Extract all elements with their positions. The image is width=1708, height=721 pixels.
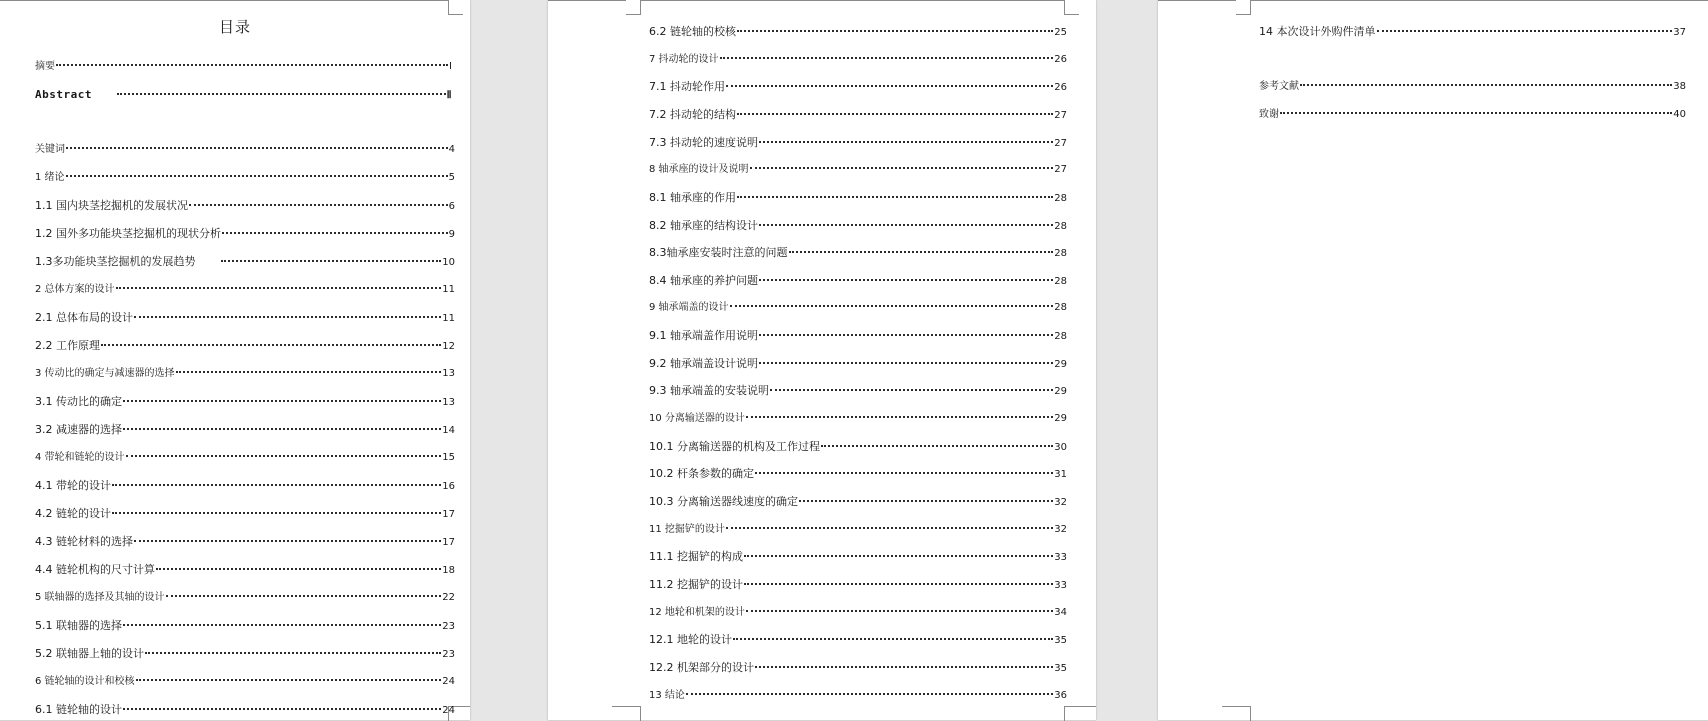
toc-entry[interactable] [649, 219, 1067, 234]
toc-entry[interactable] [35, 143, 455, 157]
dot-leader [737, 196, 1053, 198]
document-page-3 [1158, 0, 1708, 720]
toc-entry[interactable] [649, 246, 1067, 261]
toc-entry-label: 7.2 抖动轮的结构 [649, 108, 736, 121]
toc-entry[interactable] [1259, 25, 1686, 40]
dot-leader [123, 400, 441, 402]
dot-leader [755, 666, 1053, 668]
dot-leader [66, 147, 448, 149]
toc-entry-page: 35 [1054, 635, 1067, 646]
toc-entry-label: 7 抖动轮的设计 [649, 54, 719, 65]
toc-entry-label: 3.1 传动比的确定 [35, 395, 122, 408]
toc-entry-label: 3 传动比的确定与减速器的选择 [35, 368, 175, 379]
toc-entry[interactable] [649, 384, 1067, 399]
dot-leader [136, 679, 442, 681]
toc-entry[interactable] [649, 108, 1067, 123]
dot-leader [799, 500, 1053, 502]
toc-entry-page: 26 [1054, 54, 1067, 65]
toc-entry-page: 14 [442, 425, 455, 436]
toc-entry-page: 27 [1054, 138, 1067, 149]
toc-entry[interactable] [649, 412, 1067, 426]
toc-entry-page: 29 [1054, 413, 1067, 424]
toc-entry[interactable] [649, 25, 1067, 40]
toc-entry-label: 5 联轴器的选择及其轴的设计 [35, 592, 165, 603]
dot-leader [134, 540, 441, 542]
toc-entry-page: 11 [442, 284, 455, 295]
toc-entry-page: 28 [1054, 331, 1067, 342]
dot-leader [744, 583, 1053, 585]
dot-leader [759, 362, 1053, 364]
toc-entry[interactable] [35, 451, 455, 465]
dot-leader [733, 638, 1053, 640]
toc-entry-page: 23 [442, 621, 455, 632]
toc-entry-label: 参考文献 [1259, 81, 1299, 92]
dot-leader [101, 344, 441, 346]
toc-entry-page: 29 [1054, 359, 1067, 370]
toc-entry-label: 12.1 地轮的设计 [649, 633, 732, 646]
dot-leader [123, 428, 441, 430]
toc-entry-label: 13 结论 [649, 690, 685, 701]
toc-entry-page: 33 [1054, 580, 1067, 591]
dot-leader [726, 85, 1053, 87]
dot-leader [176, 371, 442, 373]
toc-entry-page: 11 [442, 313, 455, 324]
dot-leader [737, 30, 1053, 32]
dot-leader [746, 416, 1053, 418]
toc-entry-label: 7.3 抖动轮的速度说明 [649, 136, 758, 149]
toc-entry-page: 18 [442, 565, 455, 576]
dot-leader [156, 568, 441, 570]
toc-entry[interactable] [35, 619, 455, 634]
toc-entry-label: 5.2 联轴器上轴的设计 [35, 647, 144, 660]
toc-entry-label: 2.2 工作原理 [35, 339, 100, 352]
toc-entry[interactable] [649, 689, 1067, 703]
toc-entry-page: 12 [442, 341, 455, 352]
dot-leader [222, 232, 448, 234]
toc-entry-label: 1.1 国内块茎挖掘机的发展状况 [35, 199, 188, 212]
toc-entry-page: 31 [1054, 469, 1067, 480]
toc-entry-page: 28 [1054, 302, 1067, 313]
toc-entry-page: 16 [442, 481, 455, 492]
toc-entry[interactable] [35, 311, 455, 326]
toc-entry-label: 8.4 轴承座的养护问题 [649, 274, 758, 287]
toc-entry[interactable] [35, 535, 455, 550]
toc-entry-label: 10 分离输送器的设计 [649, 413, 745, 424]
toc-entry-page: 29 [1054, 386, 1067, 397]
toc-entry-label: 10.3 分离输送器线速度的确定 [649, 495, 798, 508]
toc-entry-label: 11 挖掘铲的设计 [649, 524, 725, 535]
toc-entry[interactable] [649, 550, 1067, 565]
toc-entry-label: 6.1 链轮轴的设计 [35, 703, 122, 716]
dot-leader [145, 652, 441, 654]
toc-entry-page: 9 [448, 229, 455, 240]
toc-entry-page: 27 [1054, 164, 1067, 175]
toc-entry-label: 关键词 [35, 144, 65, 155]
dot-leader [744, 555, 1053, 557]
toc-entry-page: 23 [442, 649, 455, 660]
dot-leader [686, 693, 1053, 695]
toc-entry-page: 26 [1054, 82, 1067, 93]
toc-entry-label: 6 链轮轴的设计和校核 [35, 676, 135, 687]
toc-entry-label: Abstract [35, 88, 92, 101]
dot-leader [737, 113, 1053, 115]
dot-leader [759, 141, 1053, 143]
toc-entry[interactable] [649, 163, 1067, 177]
toc-entry-label: 12.2 机架部分的设计 [649, 661, 754, 674]
dot-leader [755, 472, 1053, 474]
dot-leader [123, 624, 441, 626]
toc-entry-label: 5.1 联轴器的选择 [35, 619, 122, 632]
dot-leader [123, 708, 441, 710]
dot-leader [66, 175, 448, 177]
dot-leader [730, 305, 1054, 307]
toc-entry-page: 24 [442, 705, 455, 716]
toc-entry-label: 摘要 [35, 61, 55, 72]
toc-entry-page: 13 [442, 397, 455, 408]
toc-entry[interactable] [649, 80, 1067, 95]
toc-entry-label: 11.1 挖掘铲的构成 [649, 550, 743, 563]
toc-entry-label: 3.2 减速器的选择 [35, 423, 122, 436]
dot-leader [117, 93, 446, 95]
toc-entry[interactable] [649, 274, 1067, 289]
toc-entry[interactable] [35, 507, 455, 522]
toc-entry[interactable] [1259, 80, 1686, 94]
toc-entry-page: 15 [442, 452, 455, 463]
dot-leader [821, 445, 1053, 447]
dot-leader [726, 527, 1053, 529]
toc-entry[interactable] [1259, 108, 1686, 122]
toc-entry[interactable] [649, 329, 1067, 344]
toc-entry-label: 8.1 轴承座的作用 [649, 191, 736, 204]
toc-entry-label: 1.2 国外多功能块茎挖掘机的现状分析 [35, 227, 221, 240]
toc-entry-page: 27 [1054, 110, 1067, 121]
toc-entry[interactable] [35, 283, 455, 297]
toc-entry[interactable] [35, 647, 455, 662]
toc-entry-label: 11.2 挖掘铲的设计 [649, 578, 743, 591]
toc-entry[interactable] [35, 395, 455, 410]
dot-leader [750, 167, 1054, 169]
toc-entry-label: 4 带轮和链轮的设计 [35, 452, 125, 463]
toc-entry-page: 32 [1054, 524, 1067, 535]
toc-entry[interactable] [649, 467, 1067, 482]
toc-entry-label: 12 地轮和机架的设计 [649, 607, 745, 618]
dot-leader [134, 316, 441, 318]
toc-entry-label: 9 轴承端盖的设计 [649, 302, 729, 313]
toc-entry-page: 5 [448, 172, 455, 183]
dot-leader [189, 204, 448, 206]
toc-entry[interactable] [35, 60, 452, 74]
toc-entry-label: 致谢 [1259, 109, 1279, 120]
toc-entry-label: 10.1 分离输送器的机构及工作过程 [649, 440, 820, 453]
toc-entry-page: 25 [1054, 27, 1067, 38]
dot-leader [770, 389, 1053, 391]
toc-entry[interactable] [35, 563, 455, 578]
dot-leader [166, 595, 442, 597]
toc-entry-label: 4.4 链轮机构的尺寸计算 [35, 563, 155, 576]
toc-entry[interactable] [649, 661, 1067, 676]
toc-entry[interactable] [35, 423, 455, 438]
toc-entry-page: 28 [1054, 248, 1067, 259]
dot-leader [759, 279, 1053, 281]
toc-entry[interactable] [35, 171, 455, 185]
toc-entry[interactable] [649, 495, 1067, 510]
dot-leader [1300, 84, 1672, 86]
toc-entry[interactable] [649, 633, 1067, 648]
toc-entry-label: 2.1 总体布局的设计 [35, 311, 133, 324]
toc-entry[interactable] [649, 606, 1067, 620]
dot-leader [116, 287, 442, 289]
toc-entry[interactable] [35, 479, 455, 494]
dot-leader [56, 64, 448, 66]
toc-entry-page: Ⅱ [446, 90, 452, 101]
dot-leader [112, 484, 441, 486]
toc-entry-label: 1 绪论 [35, 172, 65, 183]
toc-entry-page: 33 [1054, 552, 1067, 563]
document-page-2 [548, 0, 1096, 720]
toc-entry-label: 4.1 带轮的设计 [35, 479, 111, 492]
dot-leader [759, 224, 1053, 226]
toc-entry-label: 6.2 链轮轴的校核 [649, 25, 736, 38]
toc-entry-page: 35 [1054, 663, 1067, 674]
toc-entry-page: 36 [1054, 690, 1067, 701]
toc-entry[interactable] [649, 53, 1067, 67]
dot-leader [720, 57, 1054, 59]
toc-entry-label: 9.1 轴承端盖作用说明 [649, 329, 758, 342]
toc-entry[interactable] [35, 227, 455, 242]
toc-entry-page: 38 [1673, 81, 1686, 92]
document-page-1 [0, 0, 470, 720]
toc-entry[interactable] [649, 523, 1067, 537]
dot-leader [1280, 112, 1672, 114]
toc-entry-label: 4.3 链轮材料的选择 [35, 535, 133, 548]
toc-entry[interactable] [649, 357, 1067, 372]
dot-leader [221, 260, 442, 262]
toc-entry-page: 28 [1054, 221, 1067, 232]
toc-entry-page: 4 [448, 144, 455, 155]
toc-entry-page: 17 [442, 509, 455, 520]
toc-entry[interactable] [649, 191, 1067, 206]
toc-entry[interactable] [649, 301, 1067, 315]
dot-leader [1377, 30, 1673, 32]
toc-entry-page: 28 [1054, 193, 1067, 204]
toc-entry-page: 10 [442, 257, 455, 268]
toc-entry-page: 22 [442, 592, 455, 603]
toc-entry[interactable] [35, 199, 455, 214]
toc-entry-label: 2 总体方案的设计 [35, 284, 115, 295]
dot-leader [789, 251, 1054, 253]
toc-entry-label: 1.3多功能块茎挖掘机的发展趋势 [35, 255, 196, 268]
dot-leader [759, 334, 1053, 336]
toc-entry[interactable] [35, 255, 455, 270]
toc-entry-label: 4.2 链轮的设计 [35, 507, 111, 520]
toc-entry-page: 28 [1054, 276, 1067, 287]
toc-entry-page: 37 [1673, 27, 1686, 38]
toc-entry-label: 10.2 杆条参数的确定 [649, 467, 754, 480]
toc-entry-label: 9.3 轴承端盖的安装说明 [649, 384, 769, 397]
toc-entry-label: 7.1 抖动轮作用 [649, 80, 725, 93]
toc-entry[interactable] [35, 591, 455, 605]
toc-entry-label: 14 本次设计外购件清单 [1259, 25, 1376, 38]
toc-entry[interactable] [649, 440, 1067, 455]
toc-entry[interactable] [649, 578, 1067, 593]
toc-entry[interactable] [35, 367, 455, 381]
toc-entry-label: 8 轴承座的设计及说明 [649, 164, 749, 175]
toc-entry-page: 32 [1054, 497, 1067, 508]
toc-entry-label: 9.2 轴承端盖设计说明 [649, 357, 758, 370]
toc-entry-page: 40 [1673, 109, 1686, 120]
toc-entry[interactable] [35, 88, 452, 103]
toc-entry-label: 8.2 轴承座的结构设计 [649, 219, 758, 232]
toc-entry-page: 13 [442, 368, 455, 379]
toc-entry[interactable] [35, 703, 455, 718]
toc-entry-page: I [449, 61, 452, 72]
toc-entry-label: 8.3轴承座安装时注意的问题 [649, 246, 788, 259]
dot-leader [746, 610, 1053, 612]
toc-entry[interactable] [649, 136, 1067, 151]
toc-entry[interactable] [35, 339, 455, 354]
dot-leader [112, 512, 441, 514]
toc-entry-page: 34 [1054, 607, 1067, 618]
toc-entry-page: 17 [442, 537, 455, 548]
toc-entry-page: 6 [448, 201, 455, 212]
toc-entry-page: 24 [442, 676, 455, 687]
toc-title: 目录 [218, 18, 251, 36]
dot-leader [126, 455, 442, 457]
toc-entry[interactable] [35, 675, 455, 689]
toc-entry-page: 30 [1054, 442, 1067, 453]
